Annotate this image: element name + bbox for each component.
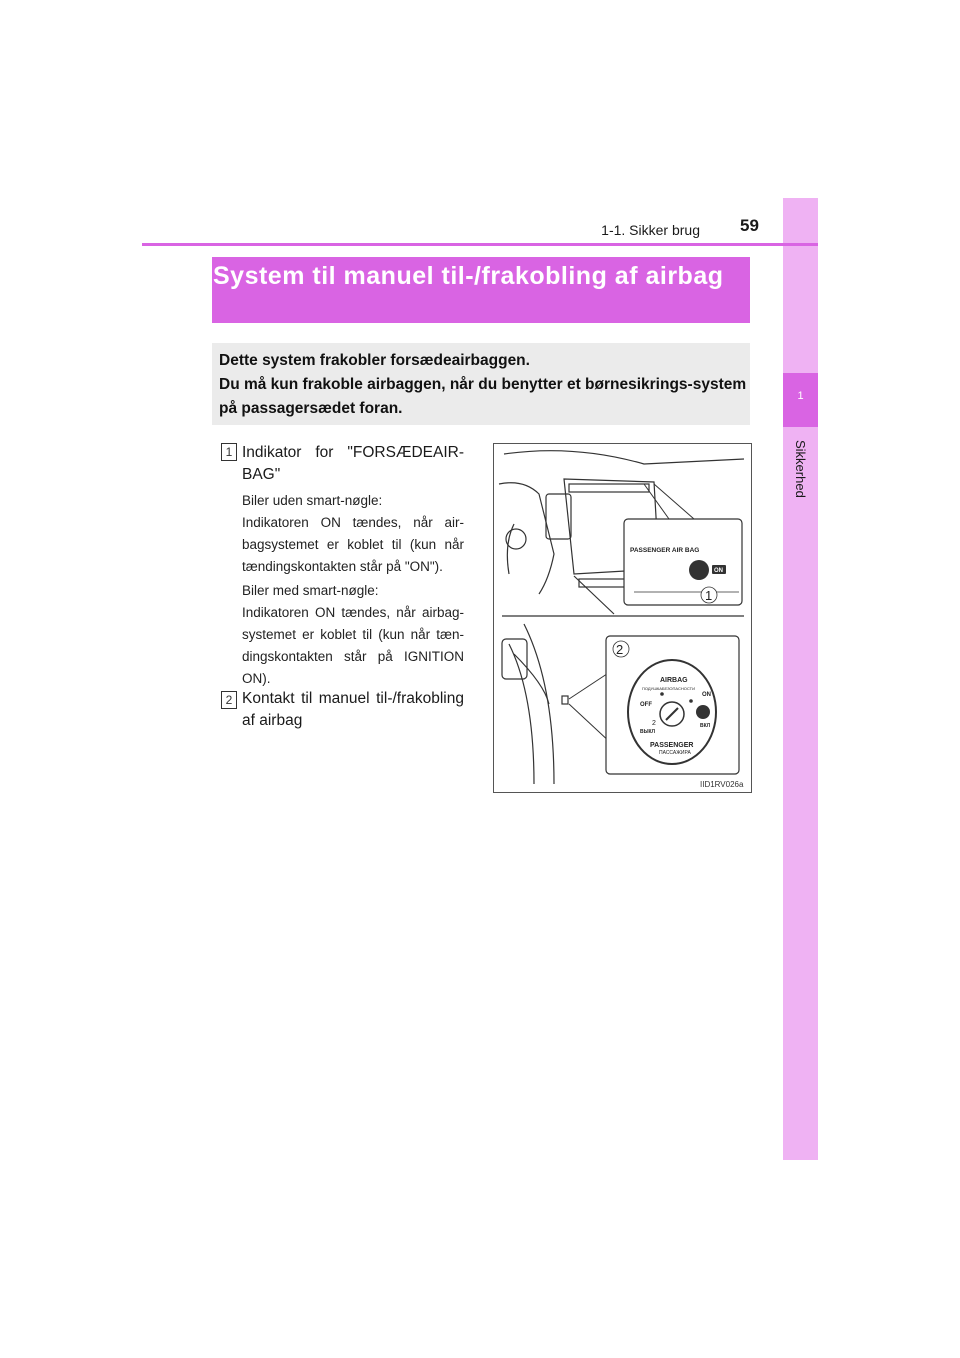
item-1-number: 1 [221,443,237,461]
item-1-para1-body: Indikatoren ON tændes, når air-bagsystemet er koblet til (kun når tændingskontakten står på "ON"). [242,515,464,574]
indicator-label: PASSENGER AIR BAG [630,547,700,554]
switch-off-ru-label: ВЫКЛ [640,729,656,735]
on-badge: ON [714,568,723,574]
item-1-title: Indikator for "FORSÆDEAIR-BAG" [242,444,464,483]
item-1-para2-body: Indikatoren ON tændes, når airbag-systemet er koblet til (kun når tæn-dingskontakten står på IGNITION ON). [242,605,464,686]
switch-top-ru-label: ПОДУШКАБЕЗОПАСНОСТИ [642,686,695,691]
callout-1: 1 [705,588,713,603]
switch-bottom-label: PASSENGER [650,742,694,749]
intro-text [219,349,747,421]
callout-2: 2 [616,642,624,657]
figure-caption: IID1RV026a [700,780,744,789]
switch-on-label: ON [702,692,711,698]
chapter-number: 1 [797,390,804,402]
dashboard-illustration [494,444,751,792]
switch-num: 2 [652,720,656,727]
header-rule [142,243,818,246]
section-label: 1-1. Sikker brug [601,222,700,238]
item-2-number: 2 [221,691,237,709]
item-1-para1-heading: Biler uden smart-nøgle: [242,493,383,508]
chapter-name: Sikkerhed [793,440,808,498]
intro-line-1: Dette system frakobler forsædeairbaggen. [219,352,530,369]
switch-on-ru-label: ВКЛ [700,723,711,729]
page-title: System til manuel til-/frakobling af airbag [213,262,724,290]
passenger-airbag-icon [696,705,710,719]
chapter-sidebar [783,198,818,1160]
item-1-para2-heading: Biler med smart-nøgle: [242,583,379,598]
switch-top-label: AIRBAG [660,677,688,684]
page-number: 59 [740,216,759,235]
switch-off-label: OFF [640,702,652,708]
airbag-indicator-icon [689,560,709,580]
item-2-title: Kontakt til manuel til-/frakobling af airbag [242,690,464,729]
switch-bottom-ru-label: ПАССАЖИРА [659,750,691,756]
dashboard-figure [493,443,752,793]
intro-line-2: Du må kun frakoble airbaggen, når du benytter et børnesikrings-system på passagersædet foran. [219,376,747,417]
